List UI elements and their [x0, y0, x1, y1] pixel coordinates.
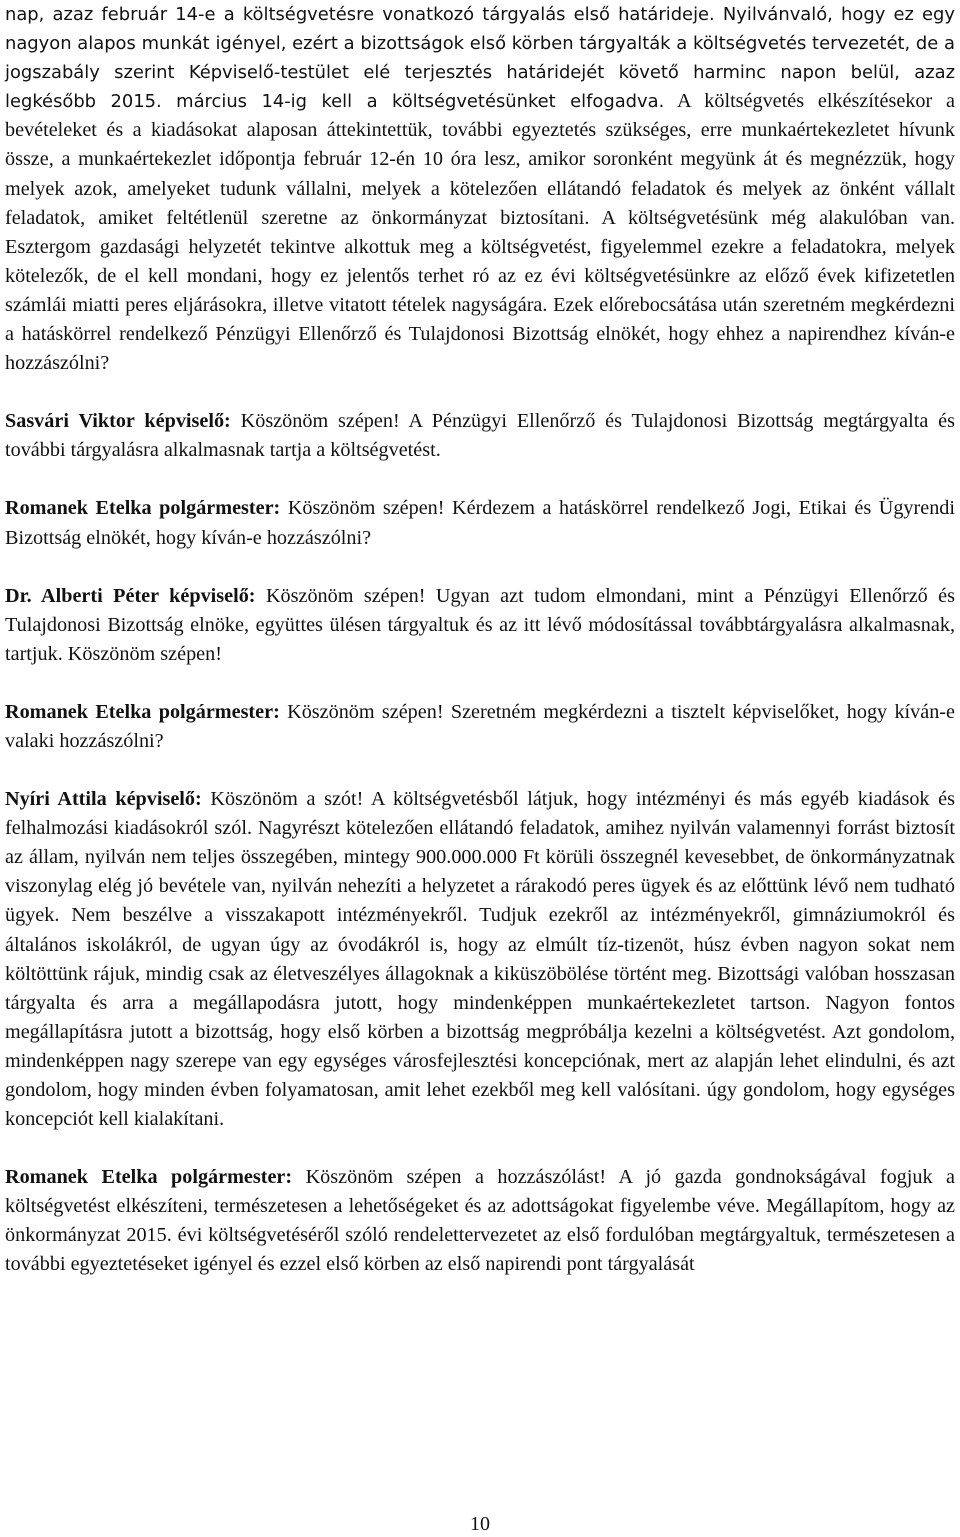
speaker-name: Dr. Alberti Péter képviselő: — [5, 584, 256, 607]
paragraph-romanek-1 — [5, 494, 955, 552]
speech-text: Köszönöm szépen! Ugyan azt tudom elmondani, mint a Pénzügyi Ellenőrző és Tulajdonosi Bizottság elnöke, együttes ülésen tárgyaltuk és az itt lévő módosítással továbbtárgyalásra alkalmasnak, tartjuk. Köszönöm szépen! — [5, 584, 955, 665]
paragraph-romanek-3 — [5, 1163, 955, 1279]
paragraph-intro-sans-text: nap, azaz február 14-e a költségvetésre vonatkozó tárgyalás első határideje. Nyilvánvaló, hogy ez egy nagyon alapos munkát igényel, ezért a bizottságok első körben tárgyalták a költségvetés tervezetét, de a jogszabály szerint Képviselő-testület elé terjesztés határidejét követő harminc napon belül, azaz legkésőbb 2015. március 14-ig kell a költségvetésünket elfogadva. — [5, 4, 955, 113]
speech-text: Köszönöm szépen a hozzászólást! A jó gazda gondnokságával fogjuk a költségvetést elkészíteni, természetesen a lehetőségeket és az adottságokat figyelembe véve. Megállapítom, hogy az önkormányzat 2015. évi költségvetéséről szóló rendelettervezetet az első fordulóban megtárgyaltuk, természetesen a további egyeztetéseket igényel és ezzel első körben az első napirendi pont tárgyalását — [5, 1166, 955, 1276]
speaker-name: Romanek Etelka polgármester: — [5, 1166, 293, 1189]
paragraph-romanek-2 — [5, 698, 955, 756]
speaker-name: Sasvári Viktor képviselő: — [5, 410, 231, 433]
page-number: 10 — [470, 1513, 490, 1535]
speaker-name: Romanek Etelka polgármester: — [5, 700, 280, 723]
paragraph-intro-text: A költségvetés elkészítésekor a bevételeket és a kiadásokat alaposan áttekintettük, további egyeztetés szükséges, erre munkaértekezletet hívunk össze, a munkaértekezlet időpontja február 12-én 10 óra lesz, amikor soronként megyünk át és megnézzük, hogy melyek azok, amelyeket tudunk vállalni, melyek a kötelezően ellátandó feladatok és melyek az önként vállalt feladatok, amiket feltétlenül szeretne az önkormányzat biztosítani. A költségvetésünk még alakulóban van. Esztergom gazdasági helyzetét tekintve alkottuk meg a költségvetést, figyelemmel ezekre a feladatokra, melyek kötelezők, de el kell mondani, hogy ez jelentős terhet ró az ez évi költségvetésünkre az előző évek kifizetetlen számlái miatti peres eljárásokra, illetve vitatott tételek nagyságára. Ezek előrebocsátása után szeretném megkérdezni a hatáskörrel rendelkező Pénzügyi Ellenőrző és Tulajdonosi Bizottság elnökét, hogy ehhez a napirendhez kíván-e hozzászólni? — [5, 90, 956, 375]
paragraph-sasvari — [5, 407, 955, 465]
speaker-name: Romanek Etelka polgármester: — [5, 497, 281, 520]
document-page — [5, 0, 955, 1280]
speech-text: Köszönöm szépen! Kérdezem a hatáskörrel rendelkező Jogi, Etikai és Ügyrendi Bizottság elnökét, hogy kíván-e hozzászólni? — [5, 497, 956, 549]
paragraph-nyiri — [5, 785, 955, 1134]
speaker-name: Nyíri Attila képviselő: — [5, 788, 202, 811]
paragraph-alberti — [5, 582, 955, 669]
paragraph-intro — [5, 0, 955, 378]
speech-text: Köszönöm szépen! Szeretném megkérdezni a tisztelt képviselőket, hogy kíván-e valaki hozzászólni? — [5, 700, 955, 752]
speech-text: Köszönöm a szót! A költségvetésből látjuk, hogy intézményi és más egyéb kiadások és felhalmozási kiadásokról szól. Nagyrészt kötelezően ellátandó feladatok, amihez nyilván valamennyi forrást biztosít az állam, nyilván nem teljes összegében, mintegy 900.000.000 Ft körüli összegnél kevesebbet, de önkormányzatnak viszonylag elég jó bevétele van, nyilván nehezíti a helyzetet a rárakodó peres ügyek és az előttünk lévő nem tudható ügyek. Nem beszélve a visszakapott intézményekről. Tudjuk ezekről az intézményekről, gimnáziumokról és általános iskolákról, de ugyan úgy az óvodákról is, hogy az elmúlt tíz-tizenöt, húsz évben nagyon sokat nem költöttünk rájuk, mindig csak az életveszélyes állagoknak a kiküszöbölése történt meg. Bizottsági valóban hosszasan tárgyalta és arra a megállapodásra jutott, hogy mindenképpen munkaértekezletet tartson. Nagyon fontos megállapításra jutott a bizottság, hogy első körben a bizottság megpróbálja kezelni a költségvetést. Azt gondolom, mindenképpen nagy szerepe van egy egységes városfejlesztési koncepciónak, mert az alapján lehet elindulni, és azt gondolom, hogy minden évben folyamatosan, amit lehet ezekből meg kell valósítani. úgy gondolom, hogy egységes koncepciót kell kialakítani. — [5, 788, 955, 1131]
speech-text: Köszönöm szépen! A Pénzügyi Ellenőrző és Tulajdonosi Bizottság megtárgyalta és további tárgyalásra alkalmasnak tartja a költségvetést. — [5, 410, 955, 462]
